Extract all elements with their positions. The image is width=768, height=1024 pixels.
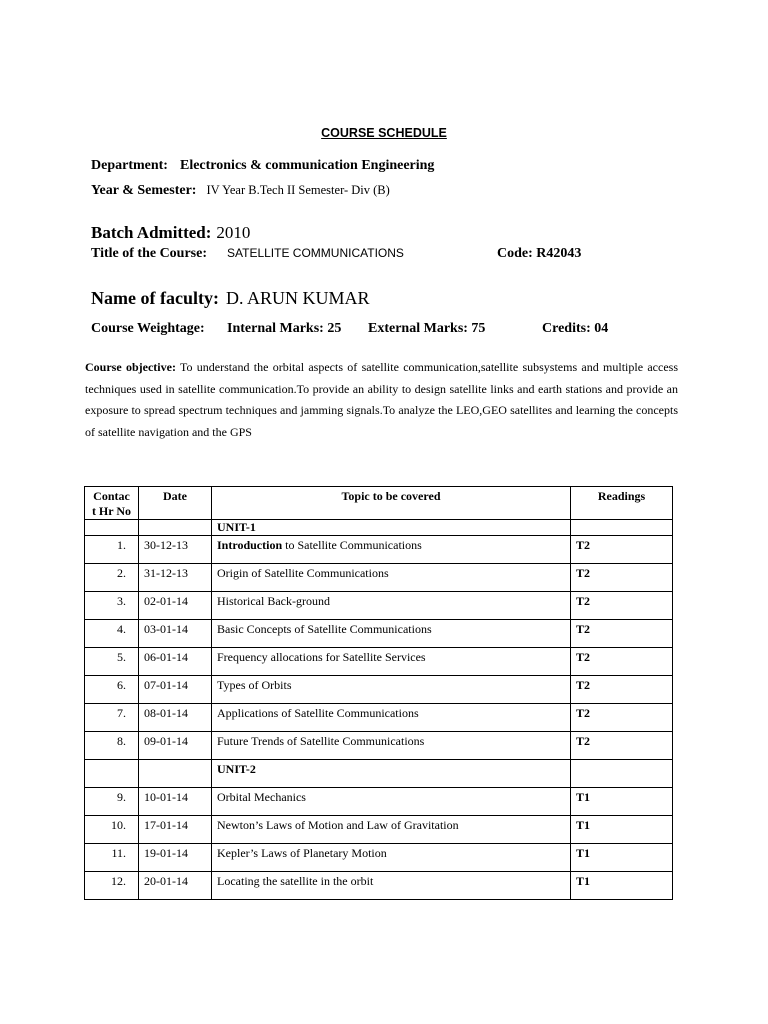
- course-title-line: [91, 246, 404, 262]
- unit-label: UNIT-1: [212, 520, 571, 536]
- topic-cell: Frequency allocations for Satellite Services: [212, 648, 571, 676]
- topic-cell: Basic Concepts of Satellite Communications: [212, 620, 571, 648]
- header-topic: Topic to be covered: [212, 487, 571, 520]
- faculty-line: [91, 288, 370, 309]
- topic-cell: Newton’s Laws of Motion and Law of Gravitation: [212, 816, 571, 844]
- table-row: [85, 816, 673, 844]
- date-cell: 06-01-14: [139, 648, 212, 676]
- contact-hr-no: 11.: [85, 844, 139, 872]
- date-cell: 20-01-14: [139, 872, 212, 900]
- topic-cell: Historical Back-ground: [212, 592, 571, 620]
- reading-cell: T1: [571, 844, 673, 872]
- department-label: Department:: [91, 158, 168, 173]
- course-code: Code: R42043: [497, 246, 582, 261]
- table-row: [85, 844, 673, 872]
- contact-hr-no: 1.: [85, 536, 139, 564]
- external-marks: External Marks: 75: [368, 321, 486, 336]
- year-semester-line: [91, 183, 390, 199]
- year-semester-value: IV Year B.Tech II Semester- Div (B): [206, 183, 390, 197]
- table-row: [85, 788, 673, 816]
- contact-hr-no: 5.: [85, 648, 139, 676]
- contact-hr-no: 8.: [85, 732, 139, 760]
- topic-text: to Satellite Communications: [282, 538, 422, 552]
- schedule-table: [84, 486, 673, 900]
- date-cell: 08-01-14: [139, 704, 212, 732]
- reading-cell: T2: [571, 704, 673, 732]
- credits: Credits: 04: [542, 321, 609, 336]
- batch-value: 2010: [216, 223, 251, 242]
- table-row: [85, 564, 673, 592]
- contact-hr-no: 6.: [85, 676, 139, 704]
- department-line: [91, 158, 434, 174]
- table-row: [85, 676, 673, 704]
- reading-cell: T2: [571, 648, 673, 676]
- table-row: [85, 592, 673, 620]
- doc-title: COURSE SCHEDULE: [321, 126, 447, 140]
- date-cell: 17-01-14: [139, 816, 212, 844]
- contact-hr-no: 4.: [85, 620, 139, 648]
- topic-bold: Introduction: [217, 538, 283, 552]
- topic-cell: Types of Orbits: [212, 676, 571, 704]
- date-cell: 30-12-13: [139, 536, 212, 564]
- reading-cell: T2: [571, 536, 673, 564]
- topic-cell: Future Trends of Satellite Communications: [212, 732, 571, 760]
- contact-hr-no: 2.: [85, 564, 139, 592]
- contact-hr-no: 9.: [85, 788, 139, 816]
- topic-cell: Locating the satellite in the orbit: [212, 872, 571, 900]
- table-row: [85, 536, 673, 564]
- unit-label: UNIT-2: [212, 760, 571, 788]
- table-row: [85, 732, 673, 760]
- date-cell: 03-01-14: [139, 620, 212, 648]
- reading-cell: T2: [571, 676, 673, 704]
- table-row: [85, 620, 673, 648]
- reading-cell: T2: [571, 732, 673, 760]
- reading-cell: T2: [571, 620, 673, 648]
- faculty-label: Name of faculty:: [91, 288, 219, 308]
- topic-cell: [212, 536, 571, 564]
- table-row: [85, 872, 673, 900]
- objective-label: Course objective:: [85, 360, 176, 374]
- reading-cell: T1: [571, 816, 673, 844]
- contact-hr-no: 7.: [85, 704, 139, 732]
- reading-cell: T1: [571, 788, 673, 816]
- date-cell: 02-01-14: [139, 592, 212, 620]
- year-semester-label: Year & Semester:: [91, 183, 197, 198]
- topic-cell: Origin of Satellite Communications: [212, 564, 571, 592]
- date-cell: 07-01-14: [139, 676, 212, 704]
- batch-label: Batch Admitted:: [91, 223, 212, 242]
- faculty-value: D. ARUN KUMAR: [225, 288, 370, 308]
- topic-cell: Orbital Mechanics: [212, 788, 571, 816]
- header-readings: Readings: [571, 487, 673, 520]
- contact-hr-no: 3.: [85, 592, 139, 620]
- reading-cell: T2: [571, 564, 673, 592]
- course-title-label: Title of the Course:: [91, 246, 207, 261]
- header-date: Date: [139, 487, 212, 520]
- table-row: [85, 704, 673, 732]
- reading-cell: T2: [571, 592, 673, 620]
- contact-hr-no: 10.: [85, 816, 139, 844]
- date-cell: 19-01-14: [139, 844, 212, 872]
- unit-row: [85, 520, 673, 536]
- date-cell: 09-01-14: [139, 732, 212, 760]
- course-title-value: SATELLITE COMMUNICATIONS: [227, 246, 404, 260]
- topic-cell: Kepler’s Laws of Planetary Motion: [212, 844, 571, 872]
- course-objective: [85, 357, 678, 443]
- topic-cell: Applications of Satellite Communications: [212, 704, 571, 732]
- department-value: Electronics & communication Engineering: [179, 158, 435, 173]
- contact-hr-no: 12.: [85, 872, 139, 900]
- table-header-row: [85, 487, 673, 520]
- date-cell: 10-01-14: [139, 788, 212, 816]
- weightage-label: Course Weightage:: [91, 321, 205, 336]
- header-contact-hr: Contac t Hr No: [85, 487, 139, 520]
- objective-text: To understand the orbital aspects of satellite communication,satellite subsystems and multiple access techniques used in satellite communication.To provide an ability to design satellite links and earth stations and provide an exposure to spread spectrum techniques and jamming signals.To analyze the LEO,GEO satellites and learning the concepts of satellite navigation and the GPS: [85, 360, 678, 439]
- batch-line: [91, 223, 250, 243]
- internal-marks: Internal Marks: 25: [227, 321, 342, 336]
- date-cell: 31-12-13: [139, 564, 212, 592]
- table-row: [85, 648, 673, 676]
- unit-row: [85, 760, 673, 788]
- reading-cell: T1: [571, 872, 673, 900]
